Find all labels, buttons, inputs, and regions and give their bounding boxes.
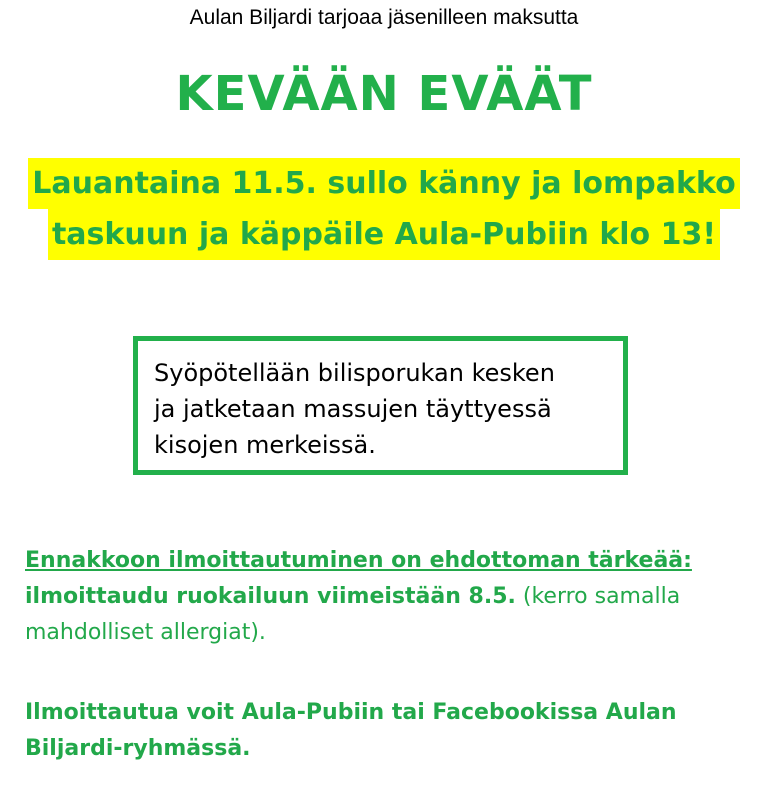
intro-text: Aulan Biljardi tarjoaa jäsenilleen maksutta (189, 6, 579, 29)
description-line-1: Syöpötellään bilisporukan kesken (154, 359, 555, 387)
registration-deadline (25, 579, 755, 615)
registration-deadline-bold: ilmoittaudu ruokailuun viimeistään 8.5. (25, 584, 516, 609)
signup-line-1: Ilmoittautua voit Aula-Pubiin tai Facebookissa Aulan (25, 700, 677, 725)
announcement-line-2: taskuun ja käppäile Aula-Pubiin klo 13! (48, 209, 720, 260)
description-box (133, 336, 628, 475)
description-line-3: kisojen merkeissä. (154, 431, 376, 459)
registration-heading: Ennakkoon ilmoittautuminen on ehdottoman tärkeää: (25, 548, 692, 573)
signup-line-2: Biljardi-ryhmässä. (25, 736, 251, 761)
registration-allergies: mahdolliset allergiat). (25, 620, 266, 645)
registration-info (25, 543, 755, 651)
signup-info (25, 695, 755, 767)
registration-deadline-note: (kerro samalla (515, 584, 681, 609)
headline: KEVÄÄN EVÄÄT (175, 66, 593, 122)
event-announcement (0, 158, 768, 260)
description-line-2: ja jatketaan massujen täyttyessä (154, 395, 552, 423)
announcement-line-1: Lauantaina 11.5. sullo känny ja lompakko (28, 158, 739, 209)
